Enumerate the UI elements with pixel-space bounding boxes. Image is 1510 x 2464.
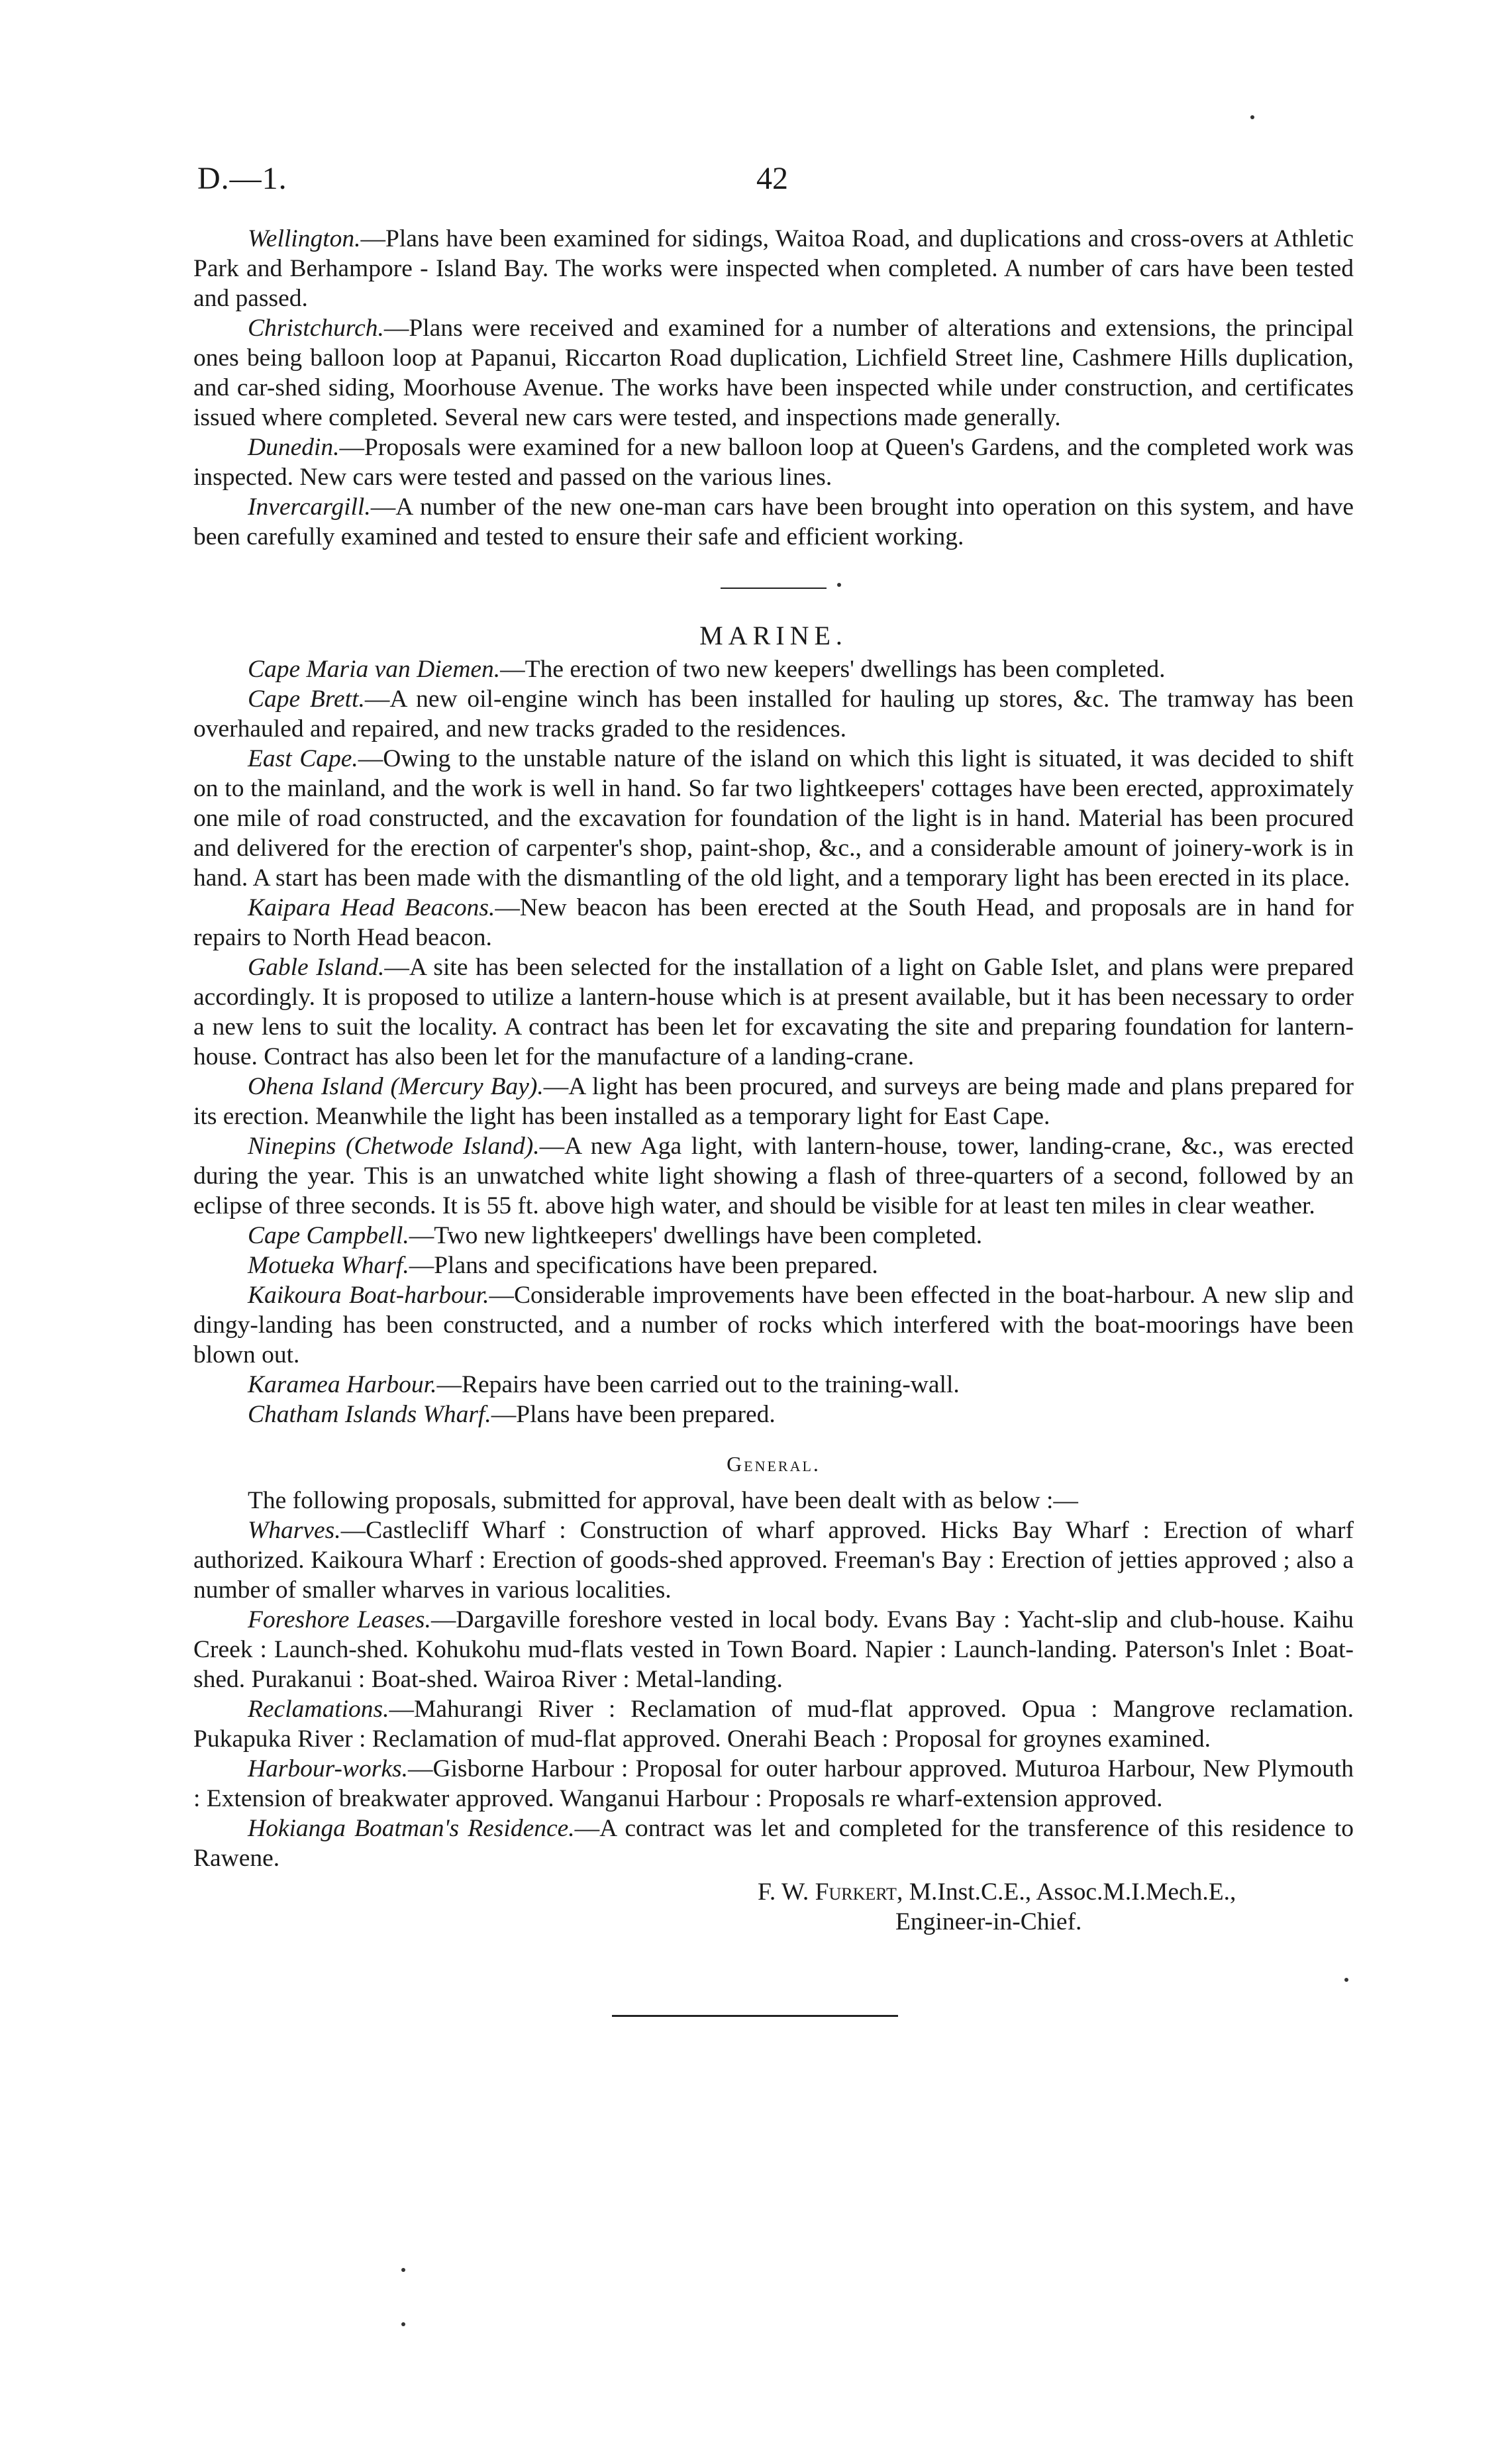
paragraph-text: —The erection of two new keepers' dwellings has been completed. [500, 656, 1166, 683]
paragraph-label: Harbour-works. [248, 1755, 408, 1782]
paragraph-label: Ohena Island (Mercury Bay). [248, 1073, 544, 1100]
print-speck [401, 2268, 405, 2272]
signature-block [193, 1877, 1354, 1943]
paragraph-text: —Plans have been examined for sidings, Waitoa Road, and duplications and cross-overs at Athletic Park and Berhampore - Island Bay. The works were inspected when completed. A number of cars have been tested and passed. [193, 225, 1354, 312]
paragraph-text: —A number of the new one-man cars have been brought into operation on this system, and have been carefully examined and tested to ensure their safe and efficient working. [193, 493, 1354, 550]
document-reference: D.—1. [197, 161, 287, 196]
paragraph-label: Gable Island. [248, 954, 385, 981]
paragraph-text: —A site has been selected for the installation of a light on Gable Islet, and plans were prepared accordingly. It is proposed to utilize a lantern-house which is at present available, but it has been necessary to order a new lens to suit the locality. A contract has been let for excavating the site and preparing foundation for lantern-house. Contract has also been let for the manufacture of a landing-crane. [193, 954, 1354, 1070]
paragraph-text: —A light has been procured, and surveys are being made and plans prepared for its erection. Meanwhile the light has been installed as a temporary light for East Cape. [193, 1073, 1354, 1130]
paragraph-text: —Owing to the unstable nature of the island on which this light is situated, it was decided to shift on to the mainland, and the work is well in hand. So far two lightkeepers' cottages have been erected, approximately one mile of road constructed, and the excavation for foundation of the light is in hand. Material has been procured and delivered for the erection of carpenter's shop, paint-shop, &c., and a considerable amount of joinery-work is in hand. A start has been made with the dismantling of the old light, and a temporary light has been erected in its place. [193, 745, 1354, 892]
paragraph-label: Wellington. [248, 225, 361, 252]
paragraph-motueka-wharf [193, 1251, 1354, 1280]
paragraph-text: —Plans were received and examined for a number of alterations and extensions, the principal ones being balloon loop at Papanui, Riccarton Road duplication, Lichfield Street line, Cashmere Hills duplication, and car-shed siding, Moorhouse Avenue. The works have been inspected while under construction, and certificates issued where completed. Several new cars were tested, and inspections made generally. [193, 315, 1354, 431]
paragraph-label: Ninepins (Chetwode Island). [248, 1133, 540, 1160]
general-section [193, 1449, 1354, 1873]
paragraph-east-cape [193, 744, 1354, 893]
section-divider [721, 588, 827, 589]
paragraph-text: —Repairs have been carried out to the training-wall. [436, 1371, 960, 1398]
print-speck [401, 2322, 405, 2326]
paragraph-gable-island [193, 952, 1354, 1072]
paragraph-label: Foreshore Leases. [248, 1606, 431, 1633]
paragraph-kaikoura-boat-harbour [193, 1280, 1354, 1370]
paragraph-cape-campbell [193, 1221, 1354, 1251]
paragraph-label: Hokianga Boatman's Residence. [248, 1815, 575, 1842]
paragraph-label: Christchurch. [248, 315, 384, 342]
print-speck [1344, 1978, 1348, 1982]
paragraph-text: —A new oil-engine winch has been installed for hauling up stores, &c. The tramway has been overhauled and repaired, and new tracks graded to the residences. [193, 686, 1354, 743]
paragraph-label: Invercargill. [248, 493, 371, 521]
paragraph-wellington [193, 224, 1354, 313]
paragraph-text: —Gisborne Harbour : Proposal for outer harbour approved. Muturoa Harbour, New Plymouth : Extension of breakwater approved. Wanganui Harbour : Proposals re wharf-extension approved. [193, 1755, 1354, 1812]
paragraph-label: East Cape. [248, 745, 358, 772]
paragraph-hokianga-boatmans-residence [193, 1814, 1354, 1873]
paragraph-christchurch [193, 313, 1354, 433]
paragraph-invercargill [193, 492, 1354, 552]
paragraph-label: Motueka Wharf. [248, 1252, 409, 1279]
paragraph-text: —Plans and specifications have been prepared. [409, 1252, 878, 1279]
paragraph-reclamations [193, 1694, 1354, 1754]
paragraph-kaipara-head-beacons [193, 893, 1354, 952]
signatory-qualifications: , M.Inst.C.E., Assoc.M.I.Mech.E., [896, 1878, 1236, 1906]
report-body [193, 224, 1354, 1943]
marine-section [193, 621, 1354, 1429]
paragraph-label: Chatham Islands Wharf. [248, 1401, 491, 1428]
signatory-name [758, 1877, 1236, 1907]
marine-heading: MARINE. [699, 621, 848, 650]
paragraph-foreshore-leases [193, 1605, 1354, 1694]
paragraph-text: —New beacon has been erected at the South Head, and proposals are in hand for repairs to North Head beacon. [193, 894, 1354, 951]
paragraph-label: Cape Campbell. [248, 1222, 409, 1249]
paragraph-label: Reclamations. [248, 1696, 389, 1723]
paragraph-cape-maria-van-diemen [193, 654, 1354, 684]
signatory-title: Engineer-in-Chief. [895, 1908, 1082, 1935]
page-number: 42 [756, 161, 788, 196]
paragraph-ohena-island [193, 1072, 1354, 1131]
print-speck [1250, 115, 1254, 119]
paragraph-text: —Plans have been prepared. [491, 1401, 776, 1428]
paragraph-karamea-harbour [193, 1370, 1354, 1400]
paragraph-wharves [193, 1515, 1354, 1605]
paragraph-cape-brett [193, 684, 1354, 744]
tramways-section [193, 224, 1354, 552]
paragraph-label: Kaipara Head Beacons. [248, 894, 495, 921]
paragraph-text: —Mahurangi River : Reclamation of mud-flat approved. Opua : Mangrove reclamation. Pukapuka River : Reclamation of mud-flat approved. Onerahi Beach : Proposal for groynes examined. [193, 1696, 1354, 1753]
paragraph-text: —Two new lightkeepers' dwellings have been completed. [409, 1222, 983, 1249]
paragraph-label: Dunedin. [248, 434, 340, 461]
general-heading: General. [727, 1452, 821, 1476]
paragraph-text: —Castlecliff Wharf : Construction of wharf approved. Hicks Bay Wharf : Erection of wharf authorized. Kaikoura Wharf : Erection of goods-shed approved. Freeman's Bay : Erection of jetties approved ; also a number of smaller wharves in various localities. [193, 1517, 1354, 1604]
general-intro: The following proposals, submitted for approval, have been dealt with as below :— [248, 1487, 1078, 1514]
print-speck [837, 583, 841, 587]
paragraph-text: —A contract was let and completed for the transference of this residence to Rawene. [193, 1815, 1354, 1872]
paragraph-harbour-works [193, 1754, 1354, 1814]
paragraph-ninepins [193, 1131, 1354, 1221]
paragraph-text: —A new Aga light, with lantern-house, tower, landing-crane, &c., was erected during the year. This is an unwatched white light showing a flash of three-quarters of a second, followed by an eclipse of three seconds. It is 55 ft. above high water, and should be visible for at least ten miles in clear weather. [193, 1133, 1354, 1219]
end-rule [612, 2015, 898, 2017]
paragraph-label: Cape Maria van Diemen. [248, 656, 501, 683]
paragraph-text: —Considerable improvements have been effected in the boat-harbour. A new slip and dingy-landing has been constructed, and a number of rocks which interfered with the boat-moorings have been blown out. [193, 1282, 1354, 1368]
paragraph-text: —Dargaville foreshore vested in local body. Evans Bay : Yacht-slip and club-house. Kaihu Creek : Launch-shed. Kohukohu mud-flats vested in Town Board. Napier : Launch-landing. Paterson's Inlet : Boat-shed. Purakanui : Boat-shed. Wairoa River : Metal-landing. [193, 1606, 1354, 1693]
paragraph-chatham-islands-wharf [193, 1400, 1354, 1429]
paragraph-label: Karamea Harbour. [248, 1371, 437, 1398]
paragraph-label: Cape Brett. [248, 686, 365, 713]
paragraph-dunedin [193, 433, 1354, 492]
paragraph-label: Kaikoura Boat-harbour. [248, 1282, 489, 1309]
signatory-initials: F. W. [758, 1878, 809, 1906]
paragraph-text: —Proposals were examined for a new balloon loop at Queen's Gardens, and the completed work was inspected. New cars were tested and passed on the various lines. [193, 434, 1354, 491]
signatory-surname: Furkert [815, 1878, 897, 1906]
paragraph-label: Wharves. [248, 1517, 341, 1544]
